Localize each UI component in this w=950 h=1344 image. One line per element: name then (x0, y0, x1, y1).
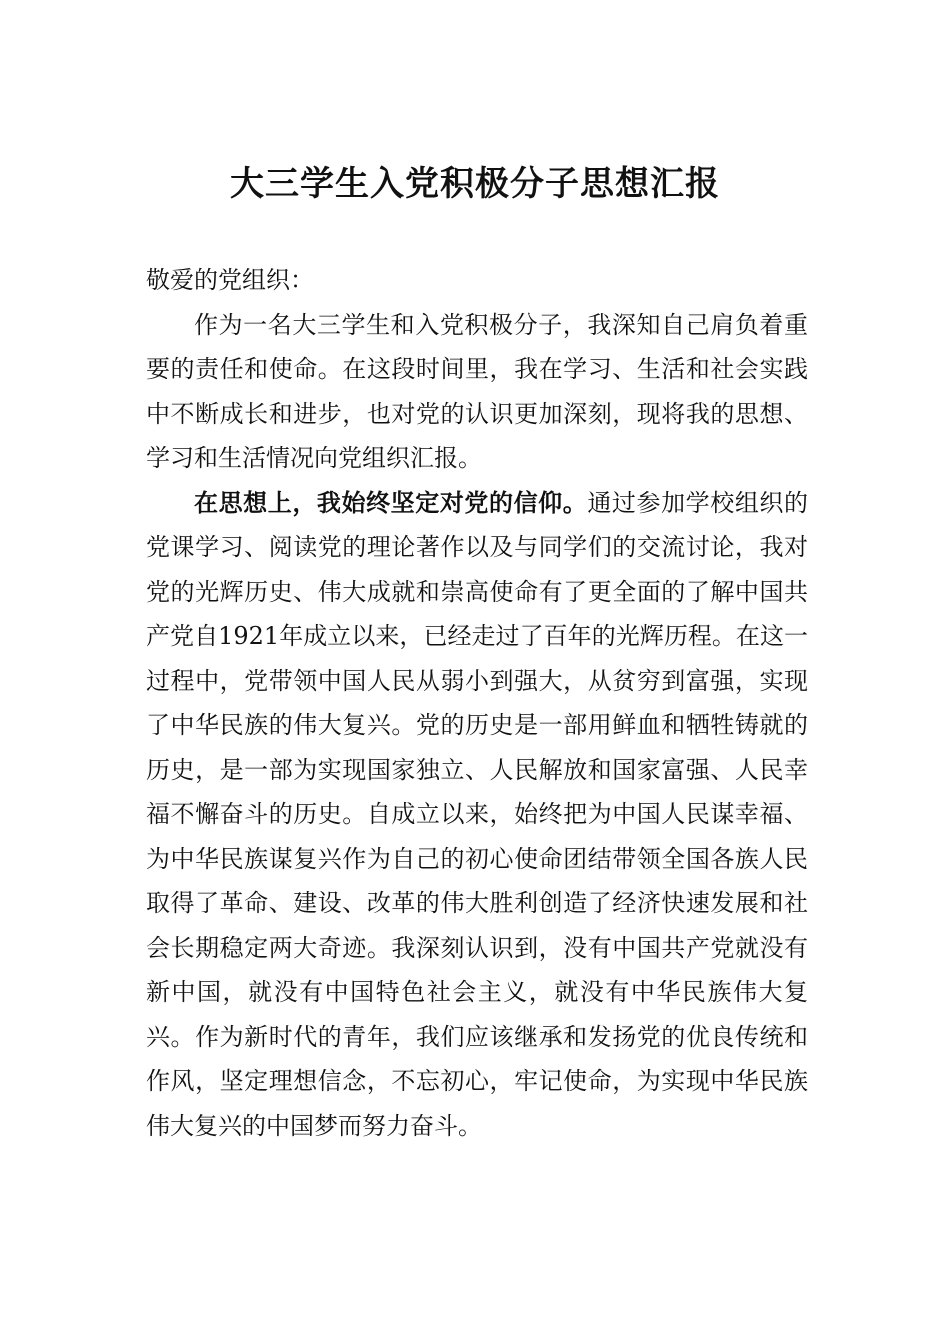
paragraph-ideology-lead: 在思想上，我始终坚定对党的信仰。 (194, 487, 588, 517)
paragraph-ideology-text: 通过参加学校组织的党课学习、阅读党的理论著作以及与同学们的交流讨论，我对党的光辉历史、伟大成就和崇高使命有了更全面的了解中国共产党自1921年成立以来，已经走过了百年的光辉历程。在这一过程中，党带领中国人民从弱小到强大，从贫穷到富强，实现了中华民族的伟大复兴。党的历史是一部用鲜血和牺牲铸就的历史，是一部为实现国家独立、人民解放和国家富强、人民幸福不懈奋斗的历史。自成立以来，始终把为中国人民谋幸福、为中华民族谋复兴作为自己的初心使命团结带领全国各族人民取得了革命、建设、改革的伟大胜利创造了经济快速发展和社会长期稳定两大奇迹。我深刻认识到，没有中国共产党就没有新中国，就没有中国特色社会主义，就没有中华民族伟大复兴。作为新时代的青年，我们应该继承和发扬党的优良传统和作风，坚定理想信念，不忘初心，牢记使命，为实现中华民族伟大复兴的中国梦而努力奋斗。 (146, 488, 809, 1140)
paragraph-ideology (146, 481, 808, 1149)
paragraph-intro (146, 303, 808, 481)
paragraph-intro-text: 作为一名大三学生和入党积极分子，我深知自己肩负着重要的责任和使命。在这段时间里，我在学习、生活和社会实践中不断成长和进步，也对党的认识更加深刻，现将我的思想、学习和生活情况向党组织汇报。 (146, 310, 808, 472)
salutation: 敬爱的党组织： (146, 266, 314, 294)
document-title: 大三学生入党积极分子思想汇报 (230, 164, 720, 204)
document-body (146, 258, 808, 1148)
